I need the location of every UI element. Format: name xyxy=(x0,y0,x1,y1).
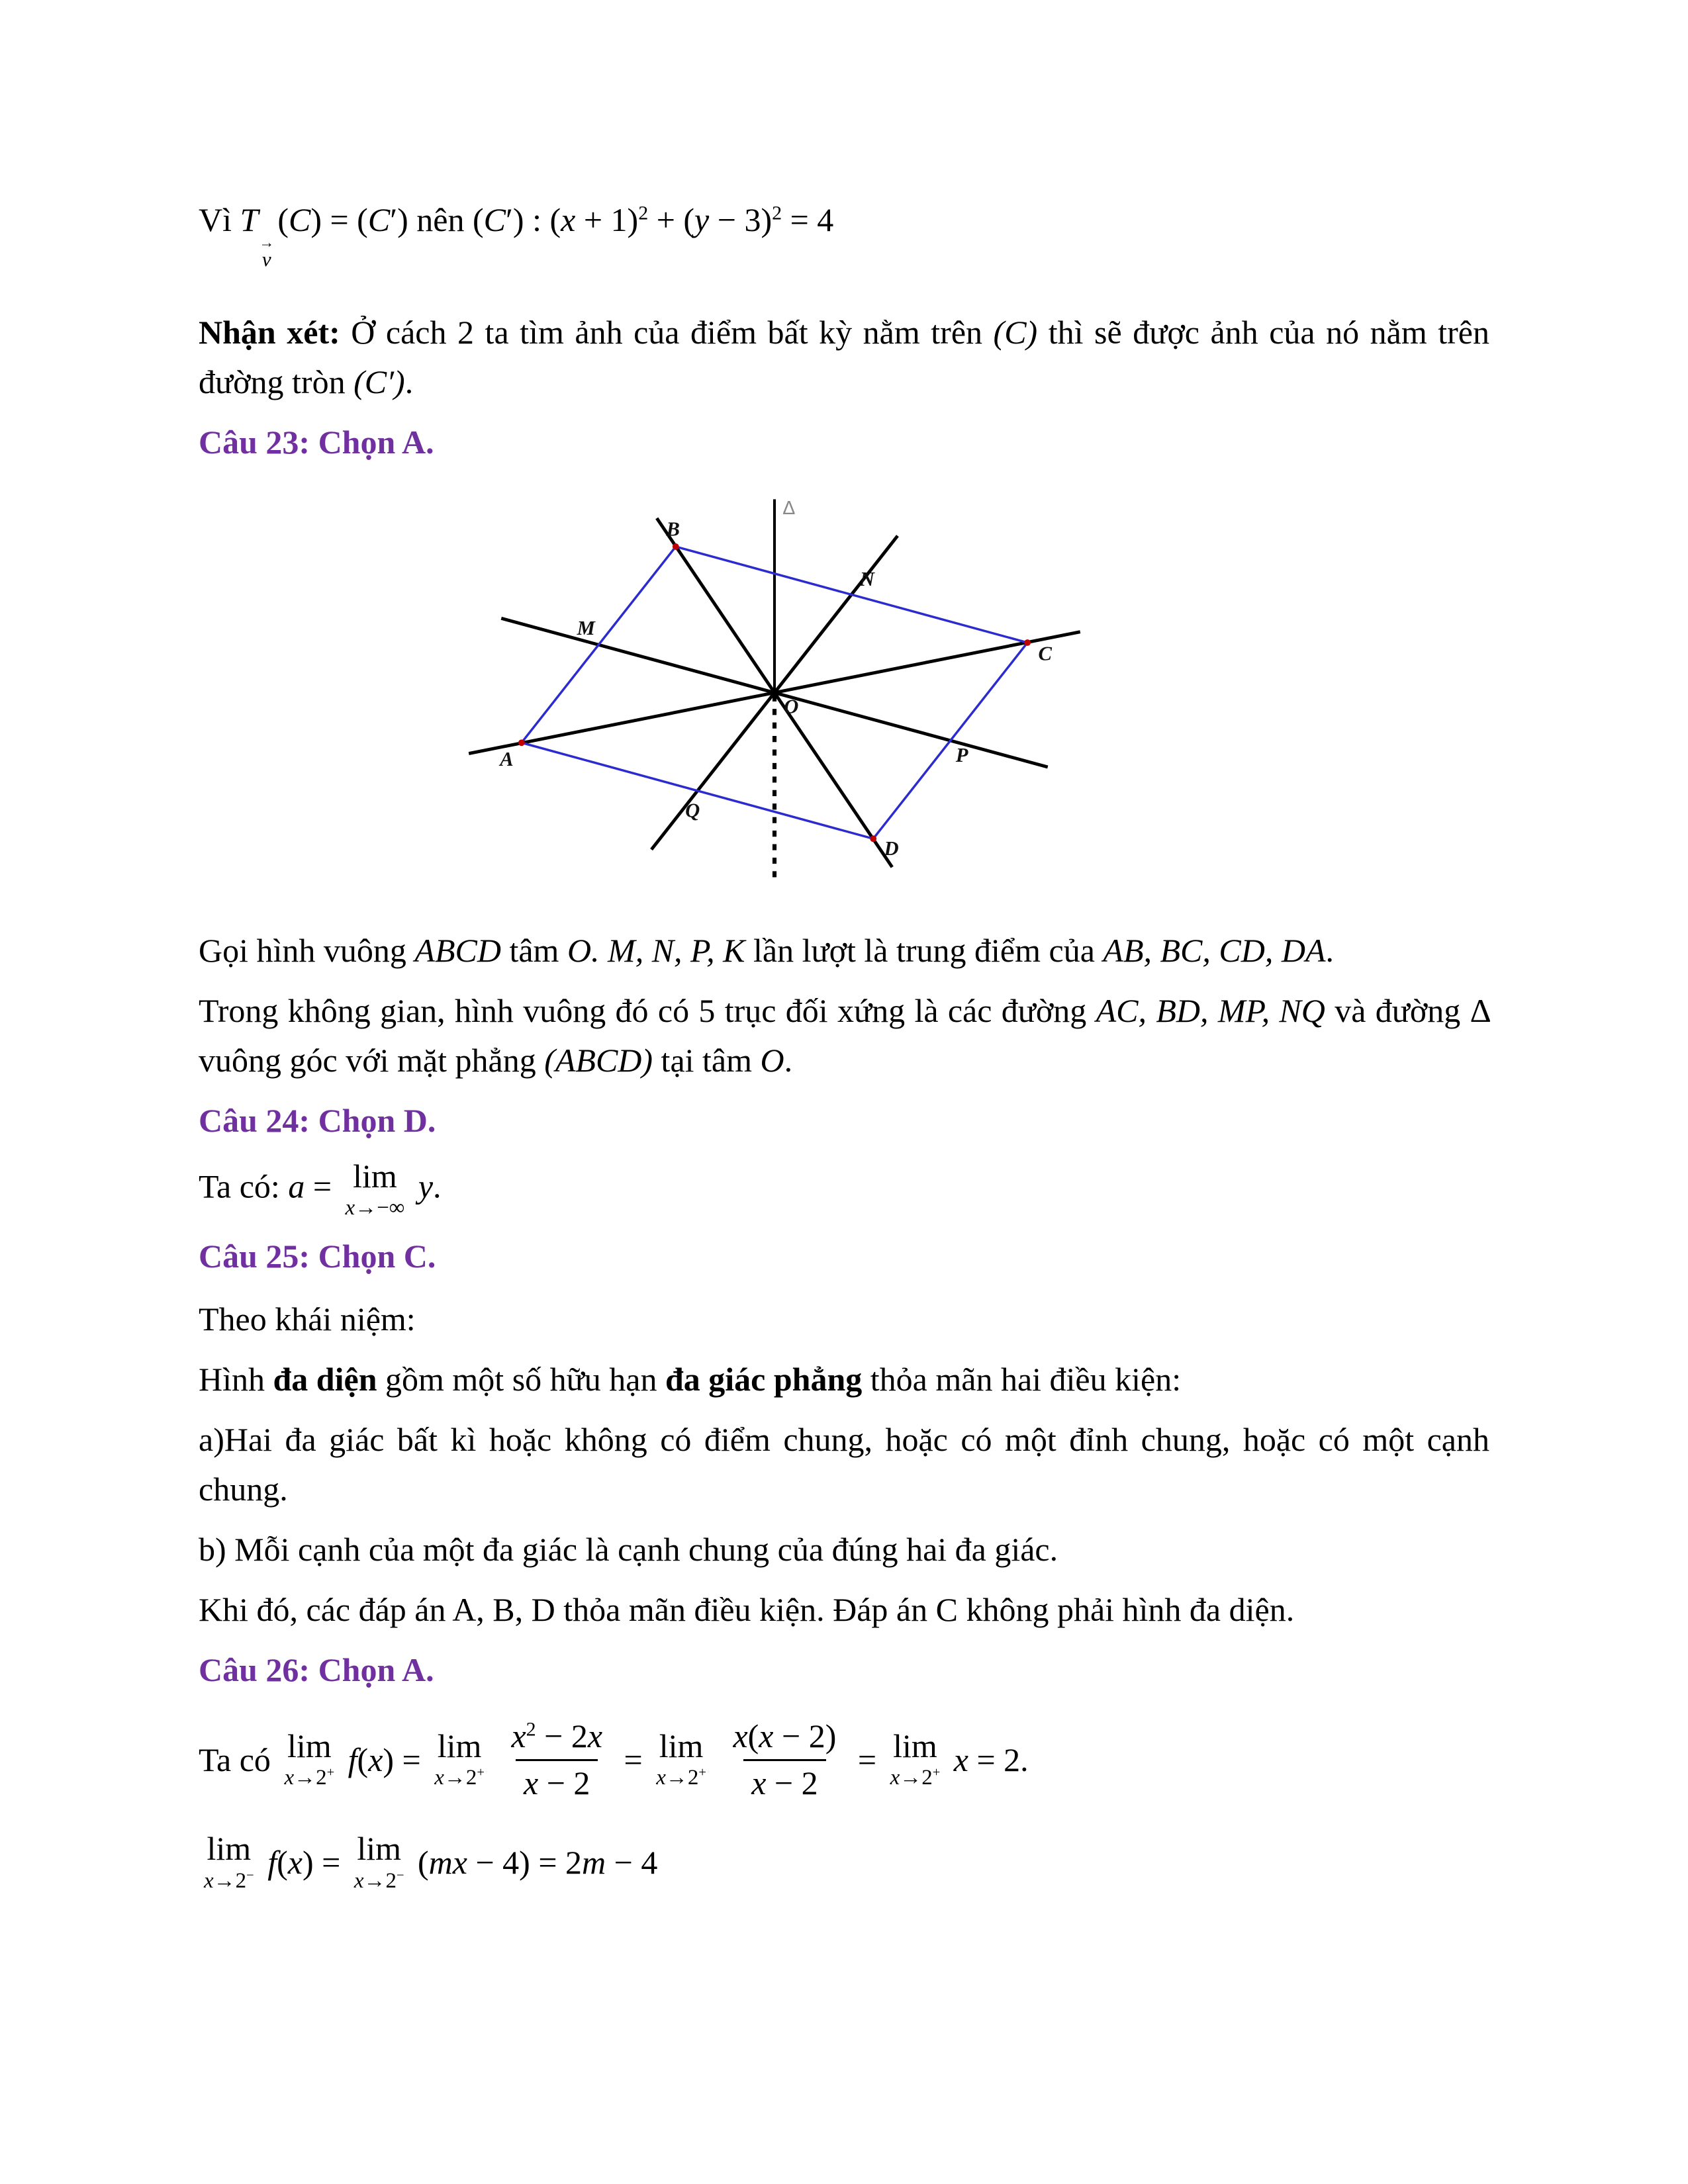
text-run: − 2 xyxy=(766,1764,818,1801)
text-run: C xyxy=(483,201,506,238)
figure-label-a: A xyxy=(500,747,514,770)
text-run: ′) nên ( xyxy=(390,201,484,238)
fraction-numerator xyxy=(725,1717,844,1759)
vector-arrow-icon: → xyxy=(259,234,275,251)
text-run: x xyxy=(751,1764,767,1801)
text-run: C xyxy=(367,201,391,238)
text-run: x xyxy=(353,1868,364,1893)
text-run: f xyxy=(348,1741,357,1778)
text-run: . xyxy=(1325,931,1334,969)
limit-word: lim xyxy=(353,1157,397,1195)
text-run: a)Hai đa giác bất kì hoặc không có điểm chung, hoặc có một đỉnh chung, hoặc có một cạnh chung. xyxy=(199,1421,1489,1508)
text-run: m xyxy=(582,1844,606,1882)
text-run xyxy=(340,1739,348,1781)
text-run: x xyxy=(733,1717,748,1755)
figure-svg xyxy=(463,486,1086,891)
text-run: + 1) xyxy=(575,201,639,238)
paragraph-ta-co-limit xyxy=(199,1159,1489,1221)
text-run: + xyxy=(698,1765,706,1780)
limit-expression xyxy=(656,1729,706,1791)
figure-label-c: C xyxy=(1038,642,1052,665)
limit-subscript xyxy=(346,1196,405,1221)
text-run: ) = xyxy=(383,1741,430,1778)
text-run: Trong không gian, hình vuông đó có 5 trục đối xứng là các đường xyxy=(199,991,1096,1029)
fraction-numerator xyxy=(503,1717,610,1759)
limit-word: lim xyxy=(437,1727,482,1764)
limit-subscript xyxy=(890,1766,941,1791)
text-run: x xyxy=(587,1717,603,1755)
text-run: = 4 xyxy=(782,201,834,238)
text-run: − xyxy=(396,1868,404,1883)
limit-subscript xyxy=(354,1869,404,1894)
text-run: gồm một số hữu hạn xyxy=(377,1361,665,1398)
text-run: O. M, N, P, K xyxy=(567,931,745,969)
text-run: f xyxy=(267,1844,277,1882)
paragraph-trong-khong-gian xyxy=(199,986,1489,1085)
text-run: + xyxy=(326,1765,335,1780)
paragraph-khi-do xyxy=(199,1585,1489,1635)
text-run: . xyxy=(784,1041,793,1079)
limit-expression xyxy=(284,1729,334,1791)
text-run: đa giác phẳng xyxy=(665,1361,863,1398)
text-run: Theo khái niệm: xyxy=(199,1300,416,1338)
text-run: 2 xyxy=(638,202,649,224)
text-run: ( xyxy=(747,1717,759,1755)
heading-cau-26: Câu 26: Chọn A. xyxy=(199,1651,434,1689)
text-run: b) Mỗi cạnh của một đa giác là cạnh chung của đúng hai đa giác. xyxy=(199,1531,1058,1569)
vector-letter: v xyxy=(261,247,271,271)
vertex-c-dot xyxy=(1024,639,1031,646)
text-run: x xyxy=(759,1717,774,1755)
text-run: + xyxy=(932,1765,941,1780)
fraction xyxy=(503,1717,610,1802)
limit-word: lim xyxy=(659,1727,704,1764)
text-run: − 4 xyxy=(606,1844,658,1882)
text-run: ′) : ( xyxy=(505,201,561,238)
limit-expression xyxy=(890,1729,941,1791)
vector-subscript xyxy=(259,235,274,269)
text-run: x xyxy=(511,1717,526,1755)
fraction-denominator xyxy=(743,1759,825,1803)
text-run: 2 xyxy=(772,202,782,224)
text-run: →2 xyxy=(900,1766,933,1790)
text-run: − xyxy=(246,1868,254,1883)
text-run: tại tâm xyxy=(653,1041,761,1079)
text-run: (C) xyxy=(993,313,1038,351)
vertex-a-dot xyxy=(518,739,525,746)
text-run: x xyxy=(524,1764,539,1801)
text-run: O xyxy=(760,1041,784,1079)
text-run: (C′) xyxy=(353,363,405,400)
text-run: ( xyxy=(277,1844,288,1882)
text-run: x xyxy=(284,1766,295,1790)
text-run: →−∞ xyxy=(355,1196,405,1220)
text-run: →2 xyxy=(213,1868,247,1893)
square-symmetry-figure xyxy=(463,486,1086,899)
text-run: x xyxy=(287,1844,303,1882)
figure-label-delta: Δ xyxy=(782,497,796,519)
limit-word: lim xyxy=(893,1727,937,1764)
center-o-dot xyxy=(771,689,778,696)
limit-word: lim xyxy=(207,1830,252,1868)
text-run: AB, BC, CD, DA xyxy=(1103,931,1326,969)
text-run: đa diện xyxy=(273,1361,377,1398)
limit-word: lim xyxy=(357,1830,401,1868)
text-run: 2 xyxy=(526,1718,536,1741)
text-run: Khi đó, các đáp án A, B, D thỏa mãn điều kiện. Đáp án C không phải hình đa diện. xyxy=(199,1591,1295,1629)
text-run: y xyxy=(694,201,710,238)
vertex-d-dot xyxy=(870,835,876,842)
text-run: ( xyxy=(409,1844,429,1882)
text-run: . xyxy=(404,363,414,400)
limit-expression xyxy=(346,1159,405,1221)
text-run: →2 xyxy=(665,1766,699,1790)
paragraph-goi-hinh-vuong xyxy=(199,926,1489,976)
figure-label-o: O xyxy=(784,694,799,717)
text-run: Gọi hình vuông xyxy=(199,931,415,969)
text-run: − 3) xyxy=(709,201,773,238)
text-run: x xyxy=(656,1766,666,1790)
figure-label-p: P xyxy=(955,743,968,766)
text-run: = xyxy=(616,1741,651,1778)
figure-label-m: M xyxy=(577,616,595,639)
paragraph-hinh-da-dien xyxy=(199,1355,1489,1404)
text-run: = xyxy=(849,1741,885,1778)
limit-expression xyxy=(204,1831,254,1893)
figure-label-n: N xyxy=(859,567,874,590)
heading-cau-23: Câu 23: Chọn A. xyxy=(199,423,434,461)
text-run: →2 xyxy=(294,1766,327,1790)
text-run: vuông góc với mặt phẳng xyxy=(199,1041,545,1079)
text-run: Δ xyxy=(1470,991,1490,1029)
text-run: →2 xyxy=(363,1868,397,1893)
heading-cau-25: Câu 25: Chọn C. xyxy=(199,1238,436,1275)
text-run: ) = xyxy=(302,1844,349,1882)
vertex-b-dot xyxy=(673,543,679,550)
paragraph-theo-khai-niem xyxy=(199,1295,1489,1344)
text-run: . xyxy=(433,1167,442,1205)
text-run: − 2) xyxy=(773,1717,837,1755)
text-run: thỏa mãn hai điều kiện: xyxy=(862,1361,1182,1398)
figure-label-b: B xyxy=(666,518,680,541)
text-run: − 2 xyxy=(536,1717,588,1755)
paragraph-limit-right-side xyxy=(199,1717,1489,1802)
paragraph-translation-result xyxy=(199,195,1489,269)
text-run: − 4) = 2 xyxy=(467,1844,583,1882)
text-run: x xyxy=(434,1766,444,1790)
heading-cau-24: Câu 24: Chọn D. xyxy=(199,1101,436,1139)
limit-expression xyxy=(354,1831,404,1893)
text-run: Ta có: xyxy=(199,1167,289,1205)
text-run: = xyxy=(305,1167,340,1205)
text-run: − 2 xyxy=(538,1764,590,1801)
figure-label-q: Q xyxy=(685,799,700,822)
paragraph-condition-b xyxy=(199,1525,1489,1574)
text-run: và đường xyxy=(1325,991,1470,1029)
text-run xyxy=(490,1739,498,1781)
text-run: tâm xyxy=(500,931,567,969)
text-run: →2 xyxy=(444,1766,477,1790)
text-run: ( xyxy=(277,201,289,238)
text-run: mx xyxy=(428,1844,467,1882)
text-run: x xyxy=(953,1741,968,1778)
text-run: a xyxy=(288,1167,305,1205)
limit-word: lim xyxy=(287,1727,332,1764)
text-run: = 2. xyxy=(968,1741,1029,1778)
text-run xyxy=(712,1739,720,1781)
text-run: ABCD xyxy=(414,931,501,969)
text-run: Vì xyxy=(199,201,240,238)
text-run: Ở cách 2 ta tìm ảnh của điểm bất kỳ nằm trên xyxy=(351,313,994,351)
limit-expression xyxy=(434,1729,485,1791)
text-run: C xyxy=(288,201,311,238)
text-run: x xyxy=(561,201,576,238)
limit-subscript xyxy=(656,1766,706,1791)
limit-subscript xyxy=(204,1869,254,1894)
text-run: y xyxy=(418,1167,434,1205)
figure-label-d: D xyxy=(884,837,899,860)
text-run xyxy=(945,1739,954,1781)
text-run: ) = ( xyxy=(310,201,368,238)
text-run: + xyxy=(477,1765,485,1780)
text-run: x xyxy=(345,1196,355,1220)
text-run: lần lượt là trung điểm của xyxy=(745,931,1103,969)
text-run: Hình xyxy=(199,1361,273,1398)
text-run: (ABCD) xyxy=(544,1041,653,1079)
text-run: x xyxy=(204,1868,214,1893)
paragraph-nhan-xet xyxy=(199,308,1489,407)
text-run: ( xyxy=(357,1741,369,1778)
paragraph-condition-a xyxy=(199,1415,1489,1514)
text-run: Nhận xét: xyxy=(199,313,352,351)
fraction xyxy=(725,1717,844,1802)
text-run xyxy=(259,1842,268,1884)
text-run xyxy=(410,1167,418,1205)
text-run: thì sẽ được ảnh của nó nằm trên đường tròn xyxy=(199,313,1490,400)
paragraph-limit-left-side xyxy=(199,1831,1489,1893)
text-run: x xyxy=(890,1766,900,1790)
text-run: Ta có xyxy=(199,1741,279,1778)
text-run: x xyxy=(368,1741,383,1778)
limit-subscript xyxy=(284,1766,334,1791)
limit-subscript xyxy=(434,1766,485,1791)
text-run: AC, BD, MP, NQ xyxy=(1096,991,1325,1029)
text-run: + ( xyxy=(648,201,695,238)
text-run: T xyxy=(240,201,259,238)
fraction-denominator xyxy=(516,1759,598,1803)
